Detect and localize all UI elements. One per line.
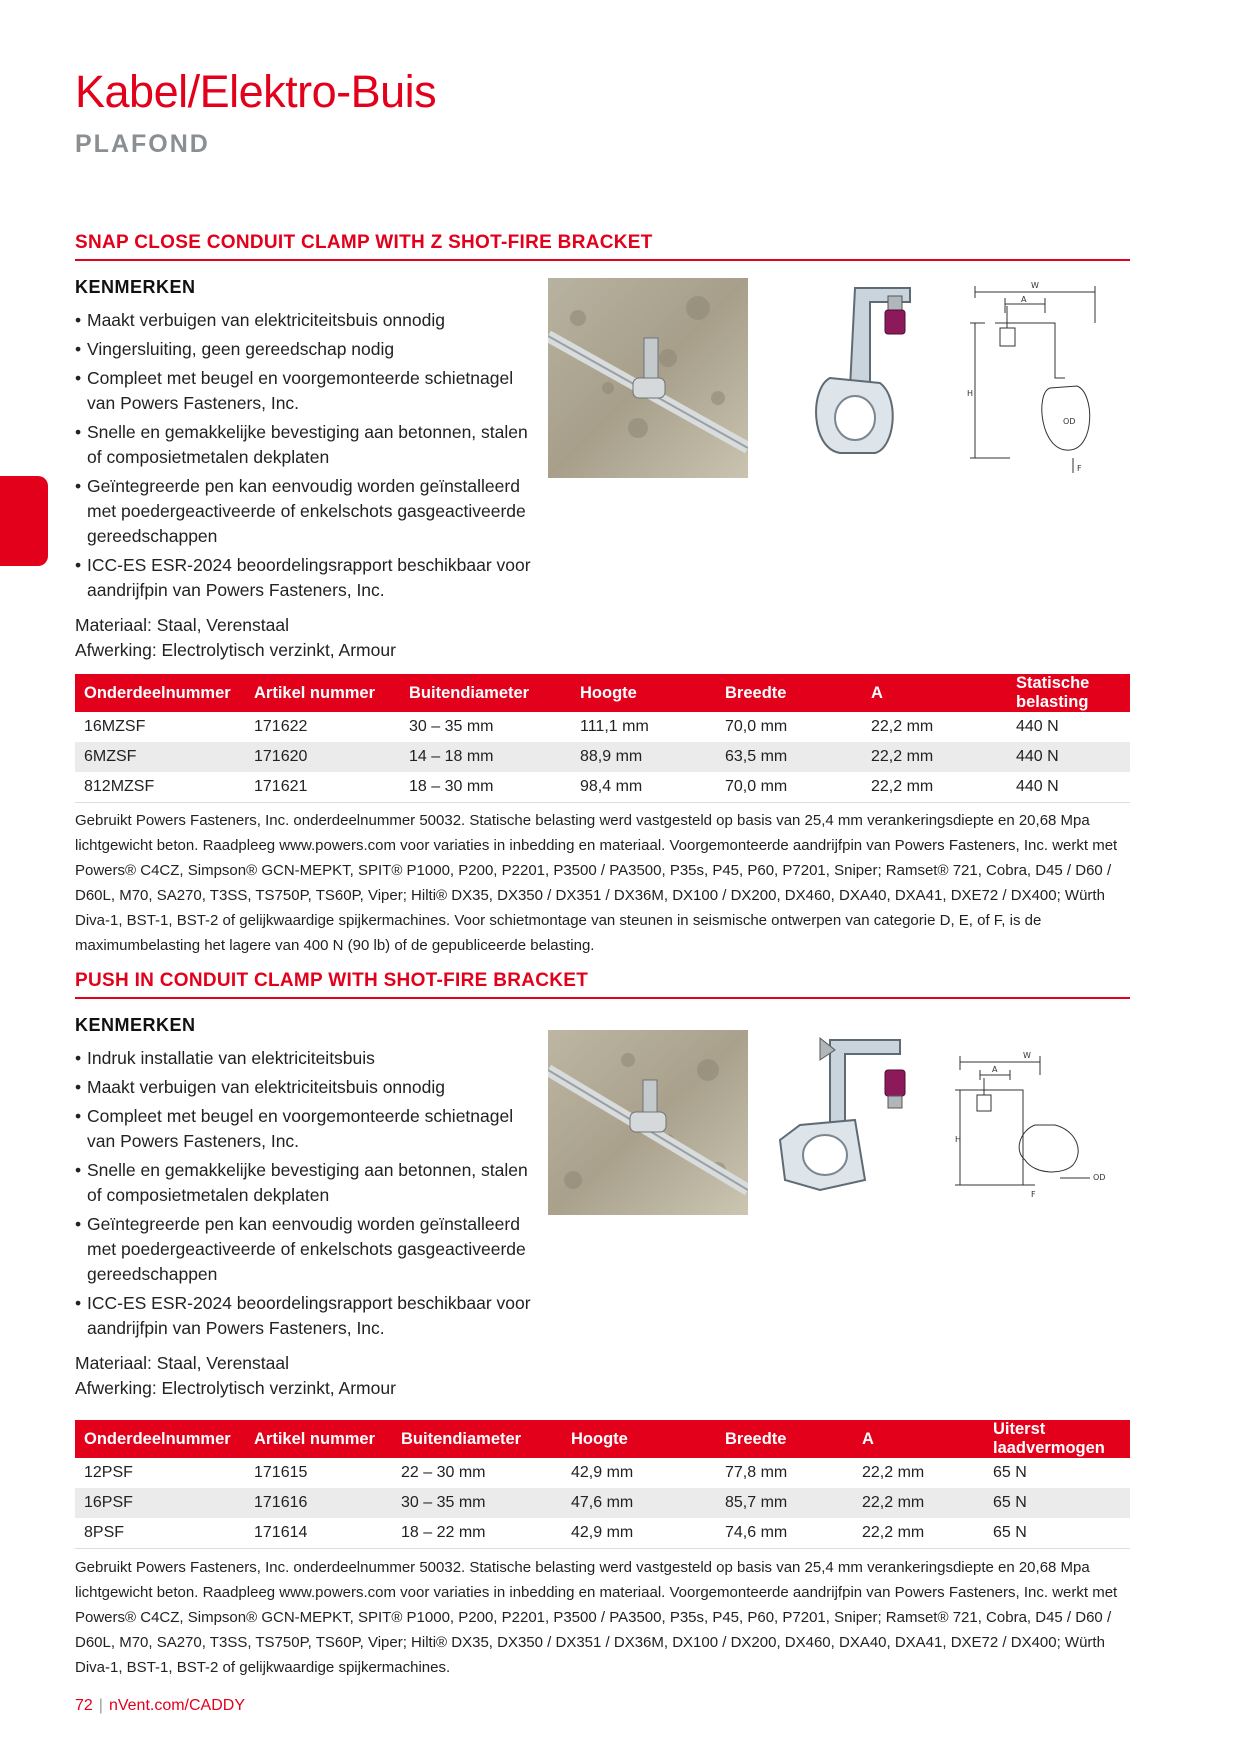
feature-item: • Indruk installatie van elektriciteitsbuis	[75, 1046, 545, 1071]
table-cell: 812MZSF	[75, 772, 245, 803]
table-cell: 65 N	[993, 1464, 1027, 1481]
table-cell: 22,2 mm	[862, 1464, 925, 1481]
feature-item: • Maakt verbuigen van elektriciteitsbuis onnodig	[75, 1075, 545, 1100]
page-title: Kabel/Elektro-Buis	[75, 66, 437, 117]
table-cell: 22,2 mm	[862, 742, 1007, 772]
table-cell: 98,4 mm	[571, 772, 716, 803]
table-cell: 22 – 30 mm	[401, 1464, 486, 1481]
dimension-drawing	[965, 278, 1135, 488]
table-cell: 85,7 mm	[716, 1488, 853, 1518]
column-header: A	[862, 674, 1007, 712]
table-cell: 42,9 mm	[571, 1464, 634, 1481]
footnote: Gebruikt Powers Fasteners, Inc. onderdeelnummer 50032. Statische belasting werd vastgesteld op basis van 25,4 mm verankeringsdiepte en 20,68 Mpa lichtgewicht beton. Raadpleeg www.powers.com voor variaties in inbedding en materiaal. Voorgemonteerde aandrijfpin van Powers Fasteners, Inc. werkt met Powers® C4CZ, Simpson® GCN-MEPKT, SPIT® P1000, P200, P2201, P3500 / PA3500, P35s, P45, P60, P7201, Sniper; Ramset® 721, Cobra, D45 / D60 / D60L, M70, SA270, T3SS, TS750P, TS60P, Viper; Hilti® DX35, DX350 / DX351 / DX36M, DX100 / DX200, DX460, DXA40, DXA41, DXE72 / DX400; Würth Diva-1, BST-1, BST-2 of gelijkwaardige spijkermachines. Voor schietmontage van steunen in seismische ontwerpen van categorie D, E, of F, is de maximumbelasting het lagere van 400 N (90 lb) of de gepubliceerde belasting.	[75, 812, 1118, 954]
dimension-drawing	[955, 1050, 1130, 1220]
features-heading: KENMERKEN	[75, 277, 196, 297]
table-cell: 6MZSF	[75, 742, 245, 772]
footer-link[interactable]: nVent.com/CADDY	[108, 1697, 246, 1714]
column-header: Breedte	[716, 1420, 853, 1458]
feature-item: • Snelle en gemakkelijke bevestiging aan betonnen, stalen of composietmetalen dekplaten	[75, 1158, 545, 1208]
page-subtitle: PLAFOND	[75, 130, 210, 158]
column-header: Buitendiameter	[392, 1420, 562, 1458]
footer-separator: |	[98, 1697, 103, 1714]
table-cell: 30 – 35 mm	[409, 718, 494, 735]
feature-item: • Maakt verbuigen van elektriciteitsbuis onnodig	[75, 308, 545, 333]
table-cell: 12PSF	[84, 1464, 133, 1481]
spec-table	[75, 1420, 1130, 1549]
feature-item: • Compleet met beugel en voorgemonteerde schietnagel van Powers Fasteners, Inc.	[75, 1104, 545, 1154]
table-cell: 65 N	[984, 1488, 1130, 1518]
label-a: A	[992, 1065, 998, 1074]
section-heading: SNAP CLOSE CONDUIT CLAMP WITH Z SHOT-FIRE BRACKET	[75, 232, 1130, 261]
table-cell: 22,2 mm	[862, 772, 1007, 803]
table-cell: 14 – 18 mm	[400, 742, 571, 772]
column-header: Breedte	[716, 674, 862, 712]
table-row	[75, 742, 1130, 772]
table-cell: 77,8 mm	[725, 1464, 788, 1481]
finish-text: Afwerking: Electrolytisch verzinkt, Armour	[75, 640, 396, 660]
table-cell: 22,2 mm	[853, 1488, 984, 1518]
finish-text: Afwerking: Electrolytisch verzinkt, Armour	[75, 1378, 396, 1398]
feature-item: • Snelle en gemakkelijke bevestiging aan betonnen, stalen of composietmetalen dekplaten	[75, 420, 545, 470]
feature-item: • Compleet met beugel en voorgemonteerde schietnagel van Powers Fasteners, Inc.	[75, 366, 545, 416]
page-number: 72	[75, 1697, 93, 1714]
table-cell: 70,0 mm	[716, 772, 862, 803]
label-f: F	[1077, 464, 1082, 473]
table-cell: 65 N	[984, 1518, 1130, 1549]
feature-item: • ICC-ES ESR-2024 beoordelingsrapport beschikbaar voor aandrijfpin van Powers Fasteners, Inc.	[75, 1291, 545, 1341]
label-a: A	[1021, 295, 1027, 304]
table-row	[75, 1488, 1130, 1518]
column-header: Artikel nummer	[245, 1420, 392, 1458]
column-header: Artikel nummer	[245, 674, 400, 712]
column-header: Buitendiameter	[400, 674, 571, 712]
table-cell: 74,6 mm	[716, 1518, 853, 1549]
feature-item: • Geïntegreerde pen kan eenvoudig worden geïnstalleerd met poedergeactiveerde of enkelschots gasgeactiveerde gereedschappen	[75, 474, 545, 549]
column-header: Hoogte	[562, 1420, 716, 1458]
table-cell: 171622	[254, 718, 308, 735]
material-text: Materiaal: Staal, Verenstaal	[75, 1353, 290, 1373]
table-cell: 171615	[254, 1464, 308, 1481]
column-header: A	[853, 1420, 984, 1458]
table-cell: 30 – 35 mm	[392, 1488, 562, 1518]
chapter-tab	[0, 476, 48, 566]
table-cell: 16PSF	[75, 1488, 245, 1518]
label-f: F	[1031, 1190, 1036, 1199]
material-text: Materiaal: Staal, Verenstaal	[75, 615, 290, 635]
label-h: H	[955, 1135, 962, 1144]
label-w: W	[1023, 1051, 1031, 1060]
column-header: Uiterst laadvermogen	[984, 1420, 1130, 1458]
label-h: H	[967, 389, 974, 398]
table-cell: 70,0 mm	[725, 718, 788, 735]
table-cell: 18 – 22 mm	[392, 1518, 562, 1549]
table-cell: 16MZSF	[84, 718, 146, 735]
table-cell: 440 N	[1016, 718, 1059, 735]
installation-photo	[548, 1030, 748, 1215]
table-row	[75, 712, 1130, 742]
section-heading: PUSH IN CONDUIT CLAMP WITH SHOT-FIRE BRACKET	[75, 970, 1130, 999]
table-cell: 171614	[245, 1518, 392, 1549]
table-cell: 42,9 mm	[562, 1518, 716, 1549]
features-heading: KENMERKEN	[75, 1015, 196, 1035]
table-cell: 8PSF	[75, 1518, 245, 1549]
table-row	[75, 1518, 1130, 1549]
table-cell: 440 N	[1007, 742, 1130, 772]
table-header-row	[75, 1420, 1130, 1458]
column-header: Onderdeelnummer	[75, 1420, 245, 1458]
feature-item: • Vingersluiting, geen gereedschap nodig	[75, 337, 545, 362]
page-footer	[75, 1697, 245, 1715]
spec-table	[75, 674, 1130, 803]
features-list	[75, 1046, 545, 1341]
feature-item: • Geïntegreerde pen kan eenvoudig worden geïnstalleerd met poedergeactiveerde of enkelschots gasgeactiveerde gereedschappen	[75, 1212, 545, 1287]
table-row	[75, 772, 1130, 803]
table-cell: 22,2 mm	[871, 718, 934, 735]
table-cell: 18 – 30 mm	[400, 772, 571, 803]
table-cell: 171616	[245, 1488, 392, 1518]
table-cell: 22,2 mm	[853, 1518, 984, 1549]
table-cell: 171620	[245, 742, 400, 772]
table-cell: 440 N	[1007, 772, 1130, 803]
features-list	[75, 308, 545, 603]
installation-photo	[548, 278, 748, 478]
product-image	[800, 278, 950, 478]
table-header-row	[75, 674, 1130, 712]
table-cell: 63,5 mm	[716, 742, 862, 772]
product-image	[760, 1030, 940, 1230]
label-od: OD	[1093, 1173, 1106, 1182]
label-w: W	[1031, 281, 1039, 290]
column-header: Hoogte	[571, 674, 716, 712]
table-cell: 47,6 mm	[562, 1488, 716, 1518]
column-header: Statische belasting	[1007, 674, 1130, 712]
table-cell: 171621	[245, 772, 400, 803]
table-cell: 88,9 mm	[571, 742, 716, 772]
table-row	[75, 1458, 1130, 1488]
column-header: Onderdeelnummer	[75, 674, 245, 712]
table-cell: 111,1 mm	[580, 718, 649, 735]
label-od: OD	[1063, 417, 1076, 426]
footnote: Gebruikt Powers Fasteners, Inc. onderdeelnummer 50032. Statische belasting werd vastgesteld op basis van 25,4 mm verankeringsdiepte en 20,68 Mpa lichtgewicht beton. Raadpleeg www.powers.com voor variaties in inbedding en materiaal. Voorgemonteerde aandrijfpin van Powers Fasteners, Inc. werkt met Powers® C4CZ, Simpson® GCN-MEPKT, SPIT® P1000, P200, P2201, P3500 / PA3500, P35s, P45, P60, P7201, Sniper; Ramset® 721, Cobra, D45 / D60 / D60L, M70, SA270, T3SS, TS750P, TS60P, Viper; Hilti® DX35, DX350 / DX351 / DX36M, DX100 / DX200, DX460, DXA40, DXA41, DXE72 / DX400; Würth Diva-1, BST-1, BST-2 of gelijkwaardige spijkermachines.	[75, 1559, 1118, 1676]
feature-item: • ICC-ES ESR-2024 beoordelingsrapport beschikbaar voor aandrijfpin van Powers Fasteners, Inc.	[75, 553, 545, 603]
